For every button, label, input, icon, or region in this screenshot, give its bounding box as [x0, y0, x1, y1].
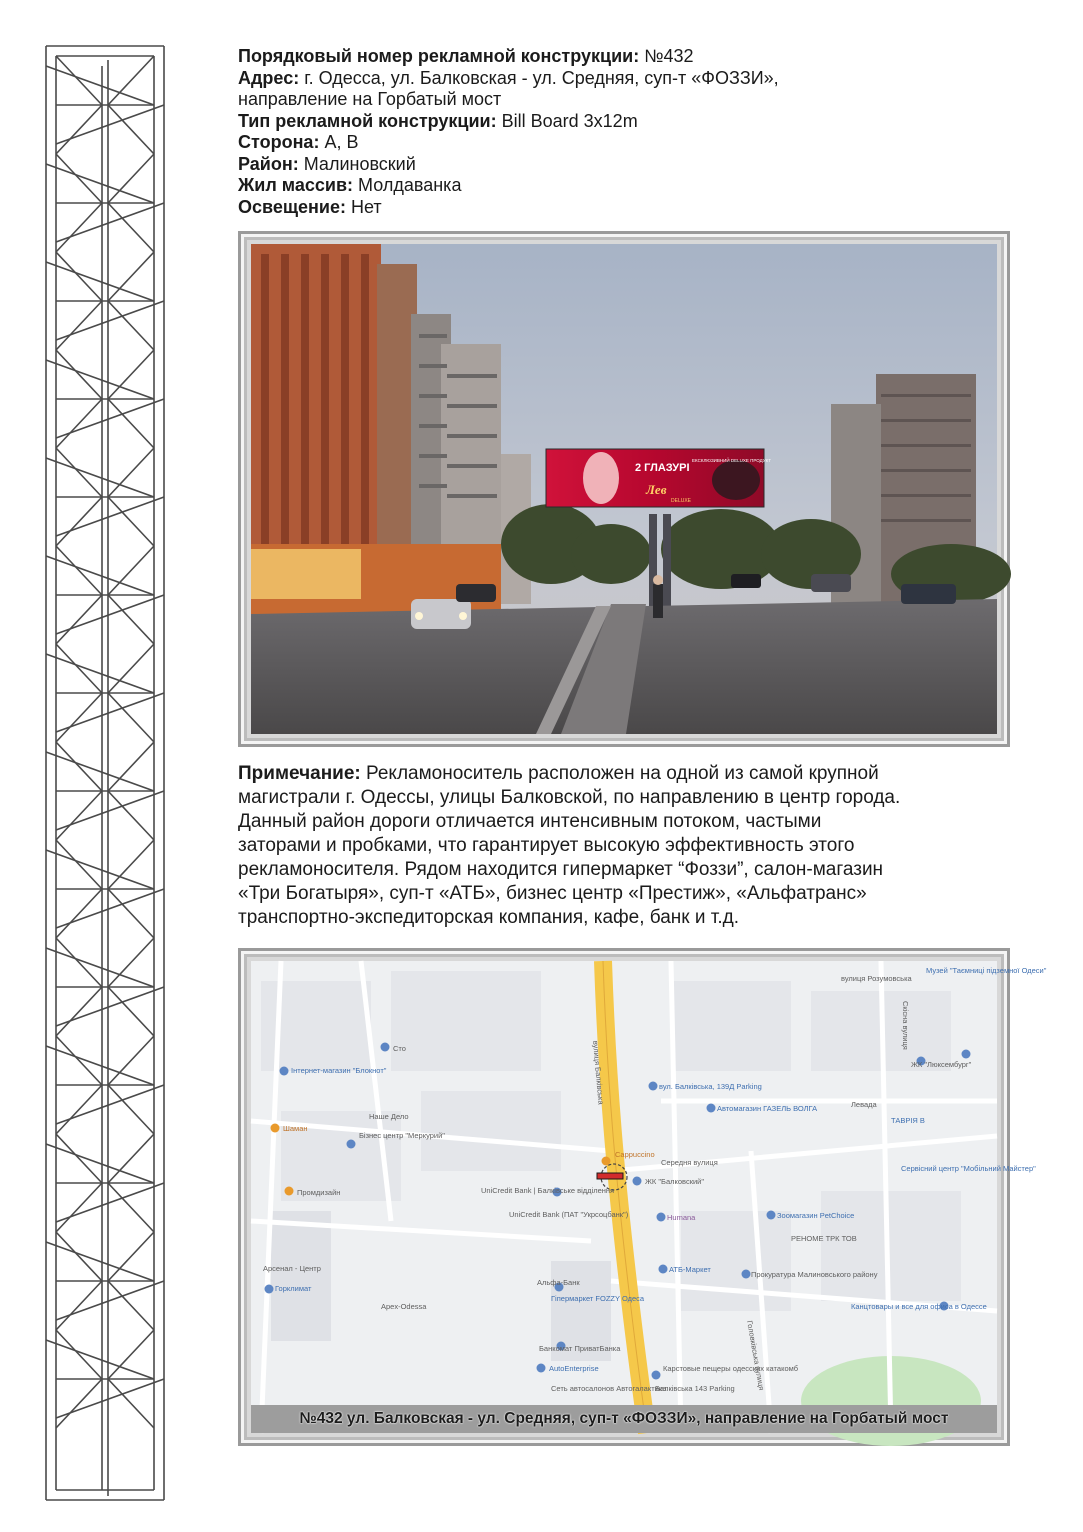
billboard-brand: Лев [646, 482, 667, 497]
info-number-value: №432 [644, 46, 694, 66]
map-label-prokuratura: Прокуратура Малиновського району [751, 1270, 878, 1279]
map-label-alfa-bank: Альфа-Банк [537, 1278, 580, 1287]
map-label-goraklimat: Горклимат [275, 1284, 312, 1293]
info-massif-row [238, 175, 1038, 197]
billboard-marker [597, 1173, 623, 1179]
info-lighting-row [238, 197, 1038, 219]
info-type-value: Bill Board 3x12m [501, 110, 638, 131]
map-label-unicredit: UniCredit Bank | Балківське відділення [481, 1186, 615, 1195]
map-label-seredna: Середня вулиця [661, 1158, 718, 1167]
note-line-7: транспортно-экспедиторская компания, кафе, банк и т.д. [238, 907, 740, 928]
map-label-museum: Музей "Таємниці підземної Одеси" [926, 966, 1047, 975]
map-label-rozumovska: вулиця Розумовська [841, 974, 912, 983]
map-label-renome: РЕНОМЕ ТРК ТОВ [791, 1234, 857, 1243]
info-lighting-label: Освещение: [238, 196, 346, 217]
map-label-privat: Банкомат ПриватБанка [539, 1344, 621, 1353]
note-block [238, 762, 1018, 930]
billboard-text-1: 2 ГЛАЗУРІ [635, 462, 690, 474]
info-address-label: Адрес: [238, 67, 300, 88]
map-label-tavria: ТАВРІЯ В [891, 1116, 925, 1125]
balkivska-street [603, 961, 647, 1433]
map-label-nashe-delo: Наше Дело [369, 1112, 409, 1121]
info-massif-value: Молдаванка [358, 175, 462, 195]
map-label-fozzy: Гіпермаркет FOZZY Одеса [551, 1294, 645, 1303]
map-label-sykova: Скісна вулиця [901, 1001, 910, 1050]
info-side-value: А, В [324, 132, 359, 152]
info-address-row-2 [238, 89, 1038, 111]
info-address-value-2: направление на Горбатый мост [238, 89, 502, 109]
photo-frame [238, 231, 1010, 747]
info-type-row [238, 111, 1038, 133]
truss-tower-illustration [36, 38, 176, 1508]
note-line-1: Рекламоноситель расположен на одной из самой крупной [366, 763, 879, 784]
map-label-petchoice: Зоомагазин PetChoice [777, 1211, 855, 1220]
construction-info [238, 46, 1038, 218]
map-label-zhk-balkovsky: ЖК "Балковский" [645, 1177, 705, 1186]
street-photo-illustration [251, 244, 997, 734]
map-label-unicredit-atm: UniCredit Bank (ПАТ "Укрсоцбанк") [509, 1210, 629, 1219]
map-label-shaman: Шаман [283, 1124, 308, 1133]
map-label-cappuccino: Cappuccino [615, 1150, 655, 1159]
info-district-label: Район: [238, 153, 299, 174]
note-line-4: заторами и пробками, что гарантирует высокую эффективность этого [238, 835, 855, 856]
billboard-brand-sub: DELUXE [671, 498, 692, 504]
info-address-value: г. Одесса, ул. Балковская - ул. Средняя, суп-т «ФОЗЗИ», [304, 67, 779, 88]
map-label-promdizain: Промдизайн [297, 1188, 341, 1197]
map-label-apex: Apex-Odessa [381, 1302, 427, 1311]
map-label-mercury: Бізнес центр "Меркурий" [359, 1131, 445, 1140]
map-label-gazel: Автомагазин ГАЗЕЛЬ ВОЛГА [717, 1104, 818, 1113]
info-side-label: Сторона: [238, 132, 320, 152]
map-label-holovkivska: Головківська вулиця [745, 1319, 767, 1391]
map-label-sto: Сто [393, 1044, 406, 1053]
map-label-avtogalaktika: Сеть автосалонов Автогалактика [551, 1384, 667, 1393]
info-lighting-value: Нет [351, 196, 382, 217]
map-label-kantstovary: Канцтовары и все для офиса в Одессе [851, 1302, 987, 1311]
info-district-value: Малиновский [303, 153, 416, 174]
map-label-autoenterprise: AutoEnterprise [549, 1364, 599, 1373]
info-massif-label: Жил массив: [238, 175, 354, 195]
info-number-label: Порядковый номер рекламной конструкции: [238, 46, 640, 66]
map-frame [238, 948, 1047, 1446]
info-district-row [238, 154, 1038, 176]
note-line-3: Данный район дороги отличается интенсивным потоком, частыми [238, 811, 822, 832]
map-caption: №432 ул. Балковская - ул. Средняя, суп-т «ФОЗЗИ», направление на Горбатый мост [251, 1405, 997, 1433]
note-line-5: рекламоносителя. Рядом находится гипермаркет “Фоззи”, салон-магазин [238, 859, 884, 880]
note-label: Примечание: [238, 763, 361, 784]
map-label-humana: Humana [667, 1213, 696, 1222]
info-type-label: Тип рекламной конструкции: [238, 110, 497, 131]
map-label-leva: Левада [851, 1100, 877, 1109]
map-label-service: Сервісний центр "Мобільний Майстер" [901, 1164, 1036, 1173]
location-map [251, 961, 1047, 1433]
map-label-caves: Карстовые пещеры одесских катакомб [663, 1364, 798, 1373]
info-address-row [238, 68, 1038, 90]
map-label-parking143: Балківська 143 Parking [655, 1384, 735, 1393]
street-photo [251, 244, 997, 734]
note-line-2: магистрали г. Одессы, улицы Балковской, по направлению в центр города. [238, 787, 901, 808]
info-number-row [238, 46, 1038, 68]
map-label-atb: АТБ-Маркет [669, 1265, 711, 1274]
map-label-arsenal: Арсенал - Центр [263, 1264, 321, 1273]
info-side-row [238, 132, 1038, 154]
billboard-text-2: ЕКСКЛЮЗИВНИЙ DELUXE ПРОДУКТ [692, 458, 771, 463]
map-label-luxembourg: ЖК "Люксембург" [911, 1060, 972, 1069]
map-label-notepad: Інтернет-магазин "Блокнот" [291, 1066, 387, 1075]
note-line-6: «Три Богатыря», суп-т «АТБ», бизнес центр «Престиж», «Альфатранс» [238, 883, 867, 904]
map-label-balkivska: вулиця Балківська [591, 1040, 606, 1105]
map-illustration [251, 961, 1047, 1433]
map-label-balkivska-139d: вул. Балківська, 139Д Parking [659, 1082, 762, 1091]
